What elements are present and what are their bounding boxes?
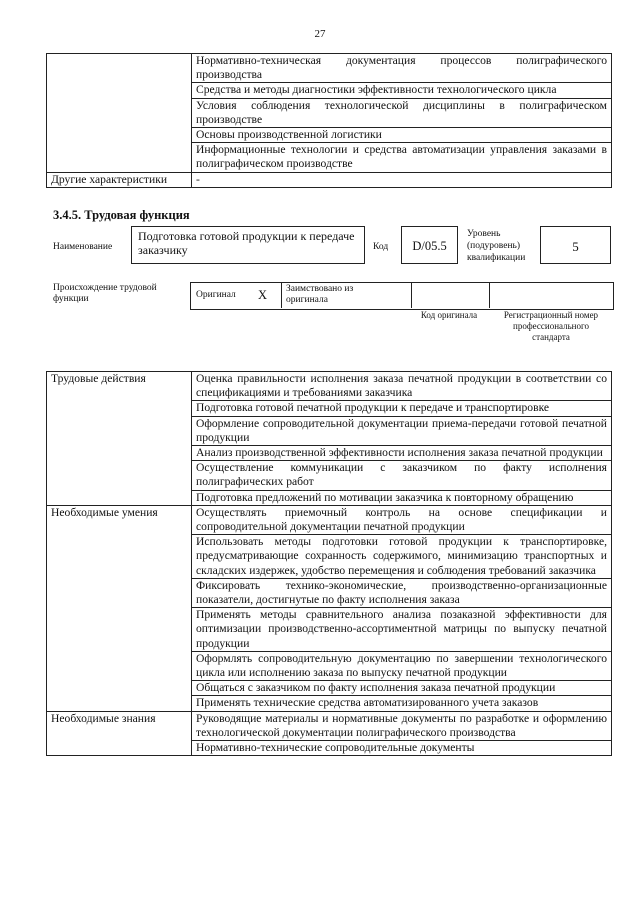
table-cell: Информационные технологии и средства автоматизации управления заказами в полиграфическом производстве xyxy=(192,143,612,172)
knowledge-label: Необходимые знания xyxy=(47,711,192,756)
origin-row xyxy=(190,282,614,310)
code-label: Код xyxy=(373,242,389,252)
table-cell: Подготовка предложений по мотивации заказчика к повторному обращению xyxy=(192,490,612,505)
code-box: D/05.5 xyxy=(401,226,458,264)
table-cell: Оформлять сопроводительную документацию по завершении технологического цикла или исполнению заказа по выпуску печатной продукции xyxy=(192,651,612,680)
page-number: 27 xyxy=(314,28,326,40)
other-characteristics-label: Другие характеристики xyxy=(47,172,192,187)
table-cell: Оформление сопроводительной документации приема-передачи готовой печатной продукции xyxy=(192,416,612,445)
table-cell: Подготовка готовой печатной продукции к передаче и транспортировке xyxy=(192,401,612,416)
name-label: Наименование xyxy=(53,242,113,252)
origin-label: Происхождение трудовой функции xyxy=(53,283,157,304)
table-cell: Применять методы сравнительного анализа позаказной эффективности для оптимизации производственно-ассортиментной матрицы по выпуску печатной продукции xyxy=(192,608,612,652)
table-cell: Применять технические средства автоматизированного учета заказов xyxy=(192,696,612,711)
level-box: 5 xyxy=(540,226,611,264)
section-title: 3.4.5. Трудовая функция xyxy=(53,208,190,222)
labor-function-table xyxy=(46,371,612,756)
code-original-caption: Код оригинала xyxy=(420,310,478,320)
table-row xyxy=(47,172,612,187)
table-cell: Основы производственной логистики xyxy=(192,128,612,143)
other-characteristics-value: - xyxy=(192,172,612,187)
table-cell: Анализ производственной эффективности исполнения заказа печатной продукции xyxy=(192,446,612,461)
table-row xyxy=(47,54,612,83)
labor-actions-label: Трудовые действия xyxy=(47,372,192,506)
divider xyxy=(281,282,282,308)
table-cell: Оценка правильности исполнения заказа печатной продукции в соответствии со спецификациями и требованиями заказчика xyxy=(192,372,612,401)
table-cell: Использовать методы подготовки готовой продукции к транспортировке, предусматривающие сохранность содержимого, минимизацию транспортных и складских издержек, удобство перемещения и соблюдения требований заказчика xyxy=(192,535,612,579)
table-cell: Нормативно-технические сопроводительные документы xyxy=(192,741,612,756)
table-row xyxy=(47,711,612,740)
level-label: Уровень (подуровень) квалификации xyxy=(467,229,526,263)
divider xyxy=(411,282,412,308)
divider xyxy=(489,282,490,308)
table-row xyxy=(47,372,612,401)
table-row xyxy=(47,505,612,534)
registration-caption: Регистрационный номер профессионального стандарта xyxy=(503,310,599,342)
original-label: Оригинал xyxy=(196,290,236,300)
skills-label: Необходимые умения xyxy=(47,505,192,711)
table-cell: Руководящие материалы и нормативные документы по разработке и оформлению технологической документации полиграфического производства xyxy=(192,711,612,740)
knowledge-continuation-table xyxy=(46,53,612,188)
table-cell: Общаться с заказчиком по факту исполнения заказа печатной продукции xyxy=(192,681,612,696)
original-mark: X xyxy=(258,288,268,302)
table-cell: Условия соблюдения технологической дисциплины в полиграфическом производстве xyxy=(192,98,612,127)
table-cell: Средства и методы диагностики эффективности технологического цикла xyxy=(192,83,612,98)
table-cell: Нормативно-техническая документация процессов полиграфического производства xyxy=(192,54,612,83)
table-cell: Осуществлять приемочный контроль на основе спецификации и сопроводительной документации печатной продукции xyxy=(192,505,612,534)
table-cell: Фиксировать технико-экономические, производственно-организационные показатели, достигнутые по факту исполнения заказа xyxy=(192,578,612,607)
empty-label-cell xyxy=(47,54,192,173)
borrowed-label: Заимствовано из оригинала xyxy=(286,284,354,305)
function-name-box: Подготовка готовой продукции к передаче заказчику xyxy=(131,226,365,264)
table-cell: Осуществление коммуникации с заказчиком по факту исполнения полиграфических работ xyxy=(192,461,612,490)
